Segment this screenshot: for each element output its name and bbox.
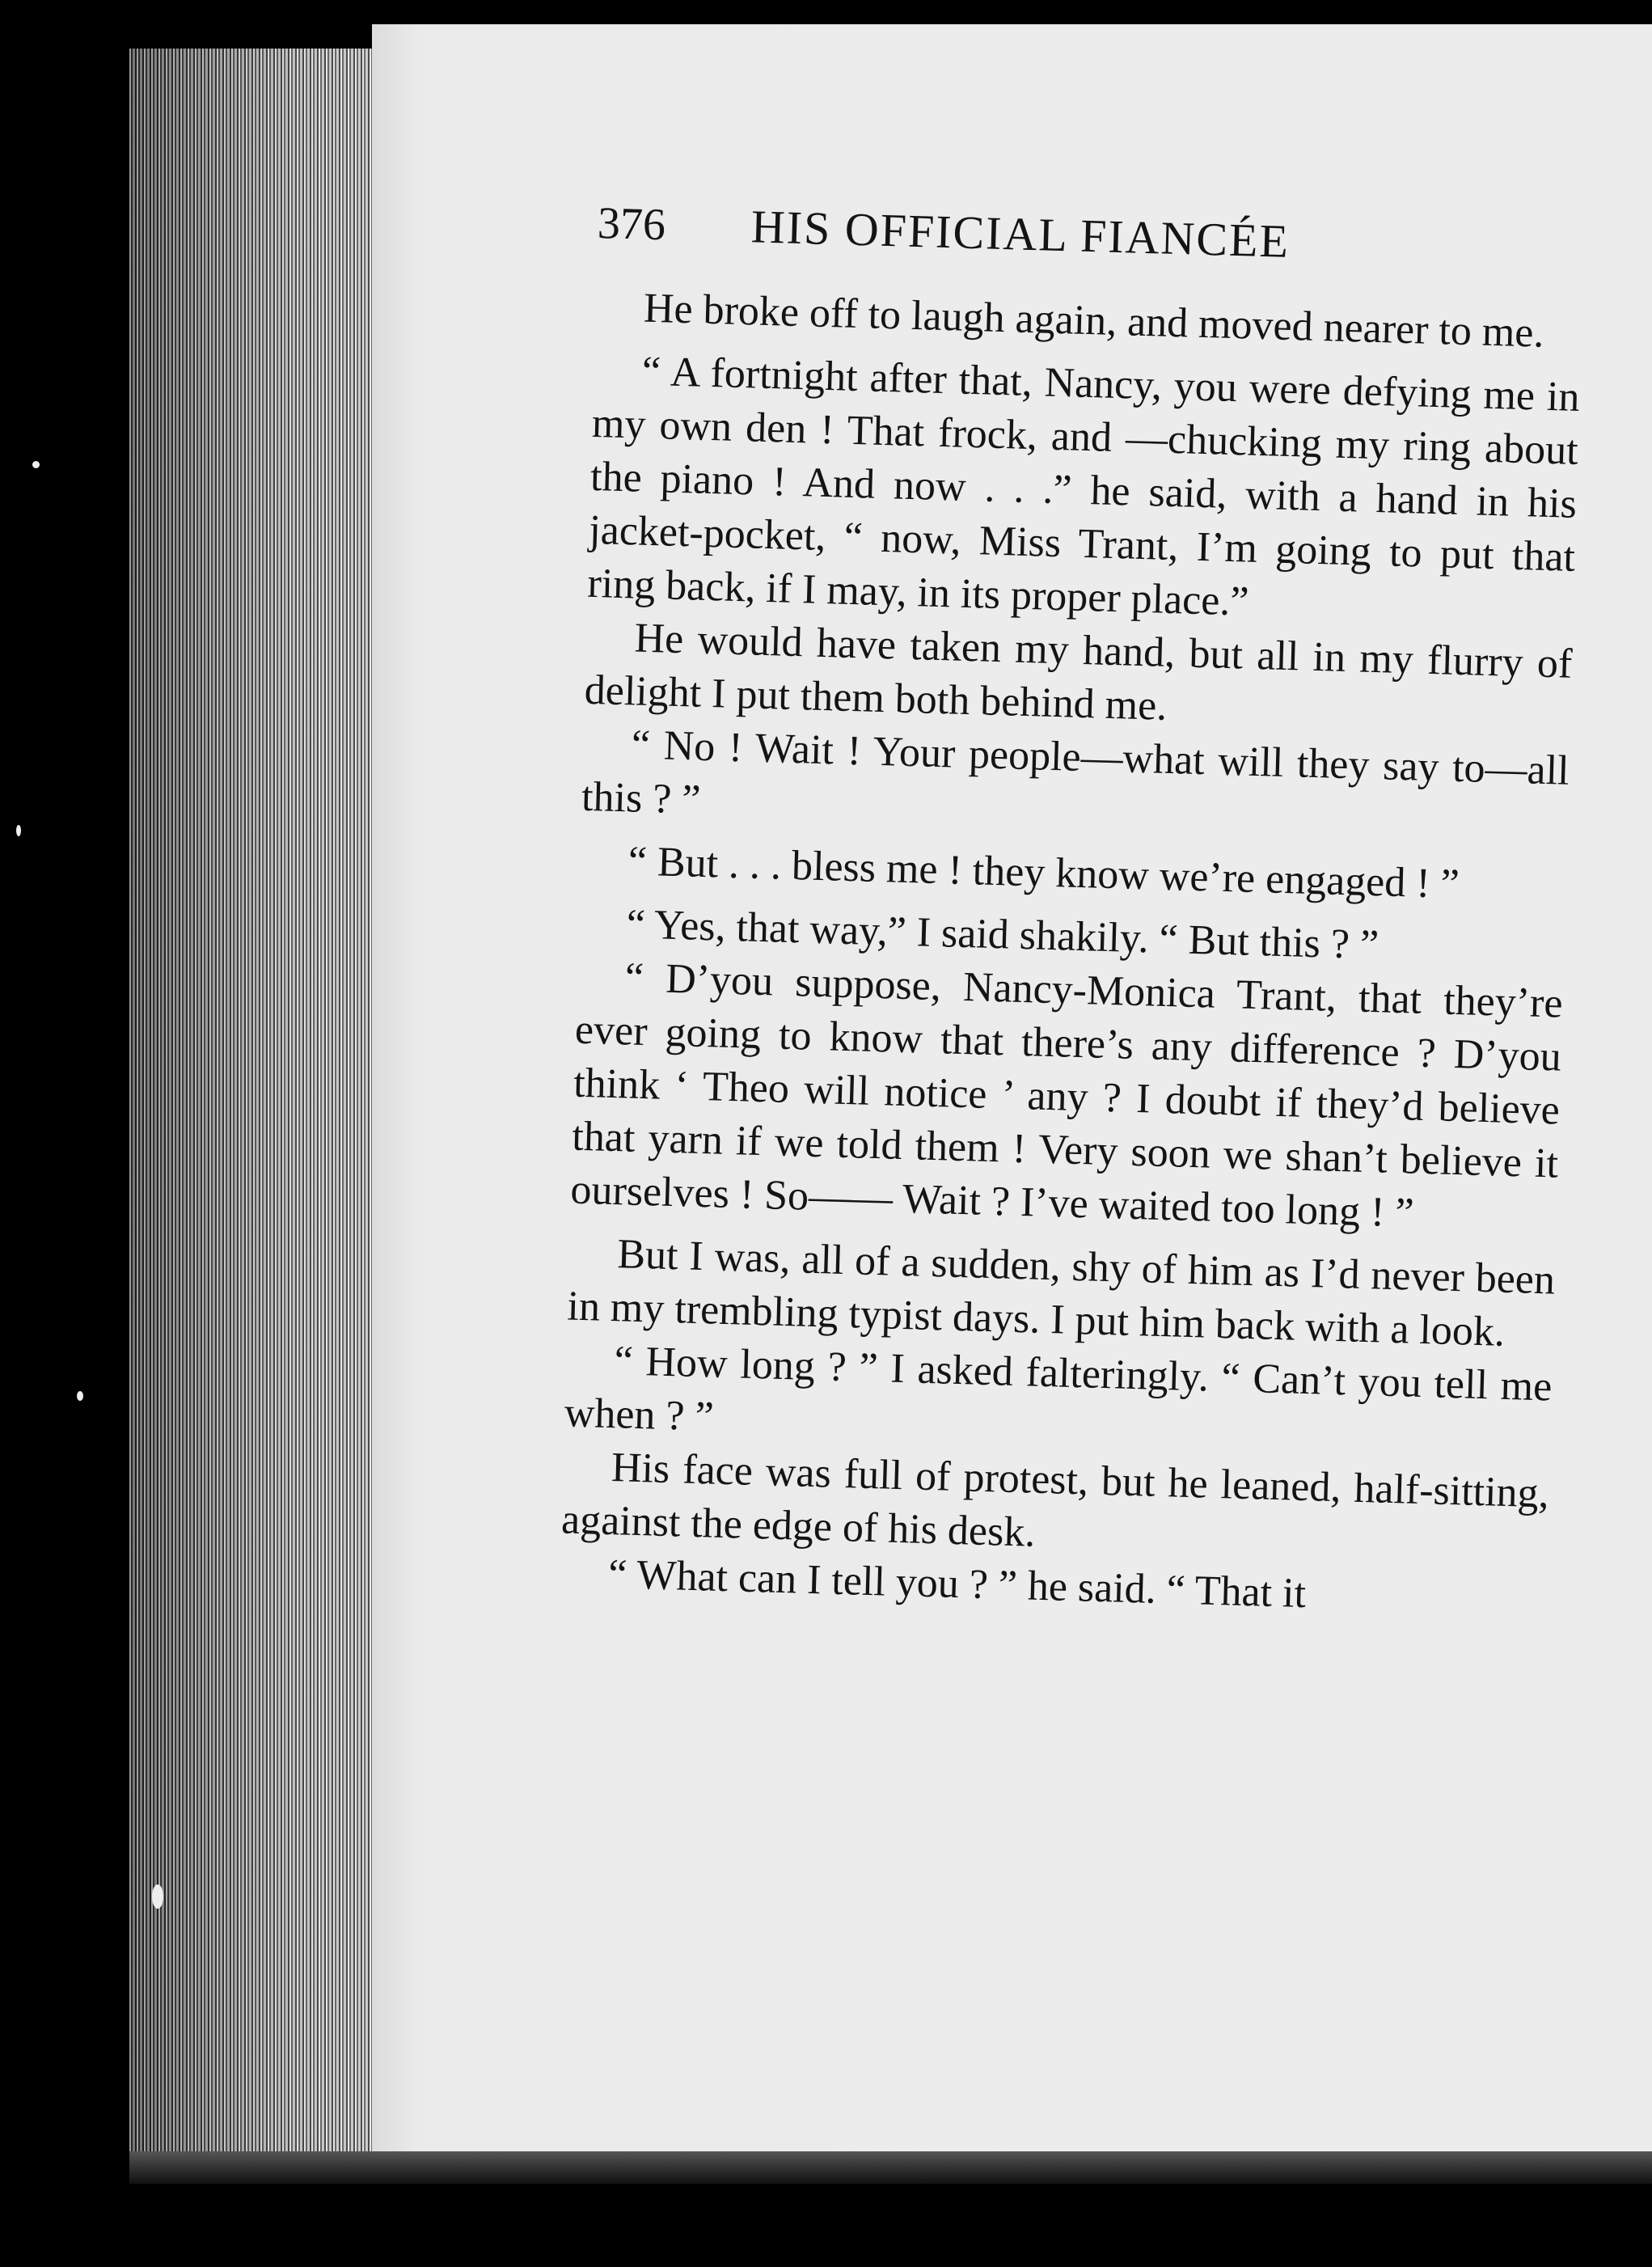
dust-speck (16, 825, 21, 836)
paragraph: “ Yes, that way,” I said shakily. “ But this ? ” (626, 901, 1379, 969)
paragraph: “ No ! Wait ! Your people—what will they say to—all this ? ” (581, 721, 1570, 823)
paragraph: “ D’you suppose, Nancy-Monica Trant, that they’re ever going to know that there’s any difference ? D’you think ‘ Theo will notice ’ any ? I doubt if they’d believe that yarn if we told them ! Very soon we shan’t believe it ourselves ! So—— Wait ? I’ve waited too long ! ” (569, 954, 1564, 1237)
book-title: HIS OFFICIAL FIANCÉE (750, 200, 1291, 268)
paragraph: He would have taken my hand, but all in my flurry of delight I put them both behind me. (584, 615, 1574, 730)
dust-speck (77, 1391, 83, 1401)
paragraph: “ A fortnight after that, Nancy, you were defying me in my own den ! That frock, and —chucking my ring about the piano ! And now . . .” he said, with a hand in his jacket-pocket, “ now, Miss Trant, I’m going to put that ring back, if I may, in its proper place.” (586, 348, 1581, 625)
paragraph: “ What can I tell you ? ” he said. “ That it (607, 1551, 1307, 1618)
paragraph: His face was full of protest, but he leaned, half-sitting, against the edge of his desk. (560, 1444, 1550, 1556)
paragraph: But I was, all of a sudden, shy of him as I’d never been in my trembling typist days. I put him back with a look. (566, 1231, 1556, 1356)
book-page-edges (129, 49, 404, 2168)
paragraph: He broke off to laugh again, and moved nearer to me. (643, 285, 1545, 357)
page-number: 376 (597, 197, 666, 251)
dust-speck (32, 461, 40, 468)
dust-speck (152, 1884, 163, 1909)
paragraph: “ But . . . bless me ! they know we’re engaged ! ” (627, 838, 1460, 908)
paragraph: “ How long ? ” I asked falteringly. “ Can’t you tell me when ? ” (564, 1338, 1553, 1440)
page-text (559, 194, 1584, 1627)
page-bottom-shadow (129, 2151, 1652, 2184)
